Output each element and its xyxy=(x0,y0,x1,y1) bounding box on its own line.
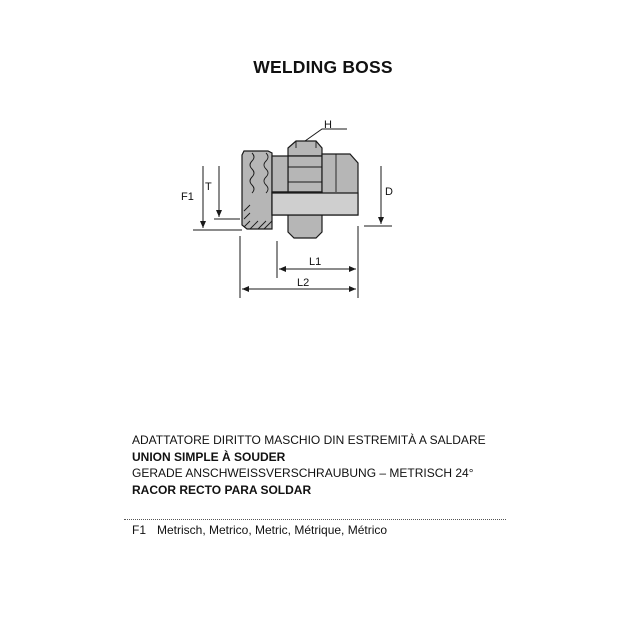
description-line-fr: UNION SIMPLE À SOUDER xyxy=(132,449,286,464)
label-t: T xyxy=(205,181,212,193)
description-line-de: GERADE ANSCHWEISSVERSCHRAUBUNG – METRISCH 24° xyxy=(132,466,474,480)
hex-nut xyxy=(288,141,322,156)
label-f1: F1 xyxy=(181,191,194,203)
label-h: H xyxy=(324,119,332,131)
bore xyxy=(272,193,358,215)
legend-code: F1 xyxy=(132,523,147,537)
description-line-es: RACOR RECTO PARA SOLDAR xyxy=(132,482,312,497)
description-line-it: ADATTATORE DIRITTO MASCHIO DIN ESTREMITÀ A SALDARE xyxy=(132,433,486,447)
dotted-divider xyxy=(124,519,506,520)
label-l2: L2 xyxy=(297,277,310,289)
label-l1: L1 xyxy=(309,256,322,268)
description-block xyxy=(132,432,486,498)
weld-end xyxy=(288,215,322,238)
legend-row xyxy=(132,523,387,537)
label-d: D xyxy=(385,186,393,198)
page-title: WELDING BOSS xyxy=(253,57,393,77)
fitting-body xyxy=(242,141,358,238)
legend-text: Metrisch, Metrico, Metric, Métrique, Métrico xyxy=(157,523,388,537)
